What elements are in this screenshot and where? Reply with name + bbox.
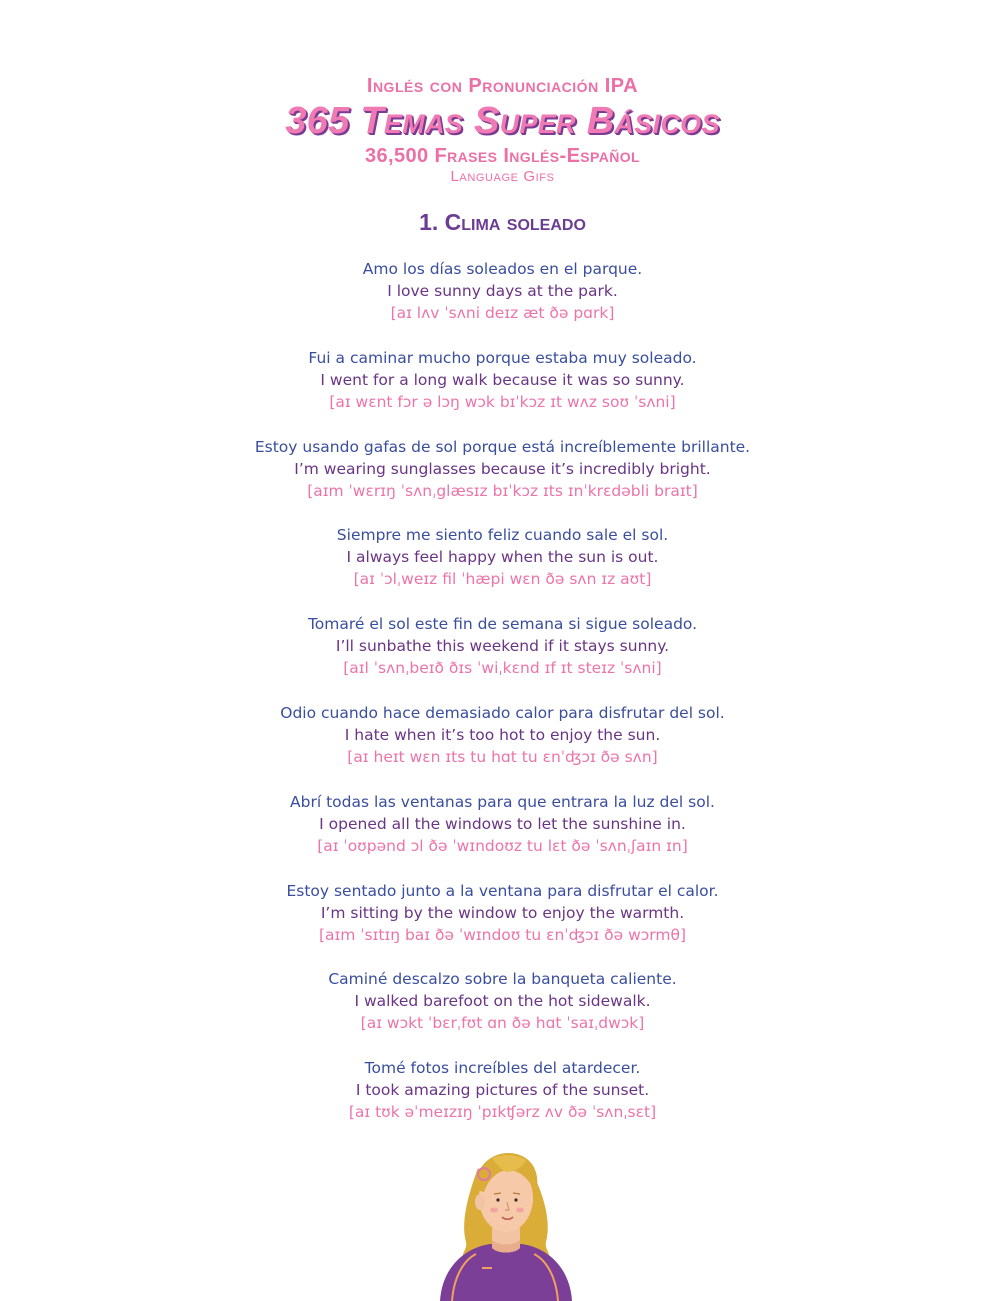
- english-sentence: I hate when it’s too hot to enjoy the sun.: [344, 725, 661, 744]
- spanish-sentence: Siempre me siento feliz cuando sale el sol.: [336, 526, 669, 545]
- english-sentence: I opened all the windows to let the sunshine in.: [319, 814, 686, 833]
- ipa-transcription: [aɪm ˈsɪtɪŋ baɪ ðə ˈwɪndoʊ tu ɛnˈʤɔɪ ðə wɔrmθ]: [318, 925, 687, 944]
- phrase-item: [0, 258, 1005, 347]
- phrase-item: [0, 347, 1005, 436]
- english-sentence: I’m wearing sunglasses because it’s incredibly bright.: [294, 459, 711, 478]
- english-sentence: I’ll sunbathe this weekend if it stays sunny.: [335, 637, 670, 656]
- spanish-sentence: Amo los días soleados en el parque.: [362, 260, 643, 278]
- phrase-item: [0, 791, 1005, 880]
- phrase-item: [0, 1057, 1005, 1146]
- publisher-name: Language Gifs: [450, 168, 555, 185]
- phrase-item: [0, 613, 1005, 702]
- phrase-item: [0, 968, 1005, 1057]
- spanish-sentence: Odio cuando hace demasiado calor para disfrutar del sol.: [280, 703, 725, 722]
- character-illustration: [430, 1150, 580, 1301]
- ipa-transcription: [aɪ tʊk əˈmeɪzɪŋ ˈpɪkʧərz ʌv ðə ˈsʌnˌsɛt]: [348, 1103, 657, 1122]
- phrase-item: [0, 702, 1005, 791]
- subtitle-count: 36,500 Frases Inglés-Español: [364, 145, 641, 167]
- ipa-transcription: [aɪ lʌv ˈsʌni deɪz æt ðə pɑrk]: [390, 304, 615, 322]
- spanish-sentence: Abrí todas las ventanas para que entrara la luz del sol.: [290, 792, 715, 811]
- english-sentence: I’m sitting by the window to enjoy the warmth.: [320, 903, 685, 922]
- spanish-sentence: Fui a caminar mucho porque estaba muy soleado.: [308, 348, 697, 367]
- ipa-transcription: [aɪl ˈsʌnˌbeɪð ðɪs ˈwiˌkɛnd ɪf ɪt steɪz ˈsʌni]: [343, 659, 662, 678]
- english-sentence: I went for a long walk because it was so sunny.: [320, 370, 685, 389]
- english-sentence: I love sunny days at the park.: [387, 282, 618, 300]
- ipa-transcription: [aɪ wɔkt ˈbɛrˌfʊt ɑn ðə hɑt ˈsaɪˌdwɔk]: [360, 1014, 645, 1033]
- phrase-list: [0, 258, 1005, 1146]
- ipa-transcription: [aɪ ˈoʊpənd ɔl ðə ˈwɪndoʊz tu lɛt ðə ˈsʌnˌʃaɪn ɪn]: [317, 836, 688, 855]
- spanish-sentence: Estoy sentado junto a la ventana para disfrutar el calor.: [286, 881, 719, 900]
- main-title: 365 Temas Super Básicos: [285, 100, 720, 142]
- topic-title: 1. Clima soleado: [419, 209, 586, 235]
- spanish-sentence: Caminé descalzo sobre la banqueta caliente.: [328, 970, 677, 989]
- subtitle-top: Inglés con Pronunciación IPA: [366, 75, 639, 97]
- english-sentence: I walked barefoot on the hot sidewalk.: [354, 992, 651, 1011]
- spanish-sentence: Tomé fotos increíbles del atardecer.: [364, 1059, 641, 1078]
- ipa-transcription: [aɪ wɛnt fɔr ə lɔŋ wɔk bɪˈkɔz ɪt wʌz soʊ ˈsʌni]: [329, 392, 676, 411]
- phrase-item: [0, 524, 1005, 613]
- phrase-item: [0, 436, 1005, 525]
- spanish-sentence: Tomaré el sol este fin de semana si sigue soleado.: [307, 615, 698, 634]
- ipa-transcription: [aɪ heɪt wɛn ɪts tu hɑt tu ɛnˈʤɔɪ ðə sʌn]: [347, 747, 658, 766]
- header: [0, 74, 1005, 186]
- ipa-transcription: [aɪ ˈɔlˌweɪz fil ˈhæpi wɛn ðə sʌn ɪz aʊt]: [353, 570, 652, 589]
- phrase-item: [0, 880, 1005, 969]
- spanish-sentence: Estoy usando gafas de sol porque está increíblemente brillante.: [254, 437, 751, 456]
- ipa-transcription: [aɪm ˈwɛrɪŋ ˈsʌnˌglæsɪz bɪˈkɔz ɪts ɪnˈkrɛdəbli braɪt]: [307, 481, 698, 500]
- english-sentence: I took amazing pictures of the sunset.: [355, 1081, 650, 1100]
- english-sentence: I always feel happy when the sun is out.: [346, 548, 659, 567]
